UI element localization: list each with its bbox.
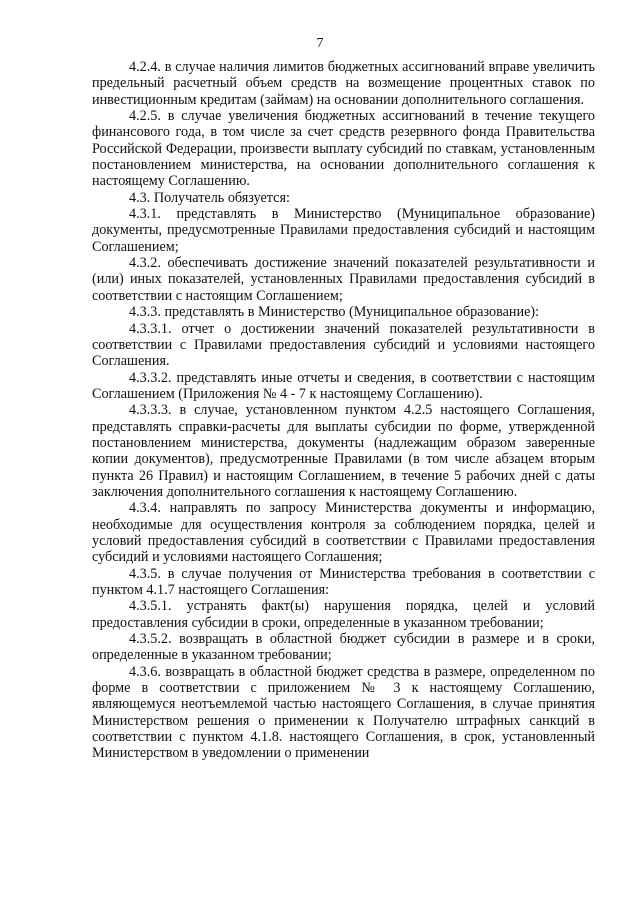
paragraph-4-3-5-1: 4.3.5.1. устранять факт(ы) нарушения порядка, целей и условий предоставления субсидии в сроки, определенные в указанном требовании; (92, 598, 595, 631)
paragraph-4-3: 4.3. Получатель обязуется: (129, 189, 290, 206)
paragraph-4-2-5: 4.2.5. в случае увеличения бюджетных ассигнований в течение текущего финансового года, в том числе за счет средств резервного фонда Правительства Российской Федерации, произвести выплату субсидий по ставкам, установленным постановлением министерства, на основании дополнительного соглашения к настоящему Соглашению. (92, 108, 595, 190)
paragraph-4-3-1: 4.3.1. представлять в Министерство (Муниципальное образование) документы, предусмотренные Правилами предоставления субсидий и настоящим Соглашением; (92, 206, 595, 255)
paragraph-4-3-5-2: 4.3.5.2. возвращать в областной бюджет субсидии в размере и в сроки, определенные в указанном требовании; (92, 631, 595, 664)
paragraph-4-3-4: 4.3.4. направлять по запросу Министерства документы и информацию, необходимые для осуществления контроля за соблюдением порядка, целей и условий предоставления субсидий в соответствии с Правилами предоставления субсидий и условиями настоящего Соглашения; (92, 500, 595, 566)
page-number: 7 (316, 36, 324, 51)
paragraph-4-3-5: 4.3.5. в случае получения от Министерства требования в соответствии с пунктом 4.1.7 настоящего Соглашения: (92, 565, 595, 598)
paragraph-4-3-2: 4.3.2. обеспечивать достижение значений показателей результативности и (или) иных показателей, установленных Правилами предоставления субсидий в соответствии с настоящим Соглашением; (92, 255, 595, 304)
paragraph-4-2-4: 4.2.4. в случае наличия лимитов бюджетных ассигнований вправе увеличить предельный расчетный объем средств на возмещение процентных ставок по инвестиционным кредитам (займам) на основании дополнительного соглашения. (92, 59, 595, 108)
paragraph-4-3-3-1: 4.3.3.1. отчет о достижении значений показателей результативности в соответствии с Правилами предоставления субсидий и условиями настоящего Соглашения. (92, 320, 595, 370)
paragraph-4-3-3: 4.3.3. представлять в Министерство (Муниципальное образование): (129, 304, 540, 321)
paragraph-4-3-6: 4.3.6. возвращать в областной бюджет средства в размере, определенном по форме в соответствии с приложением № 3 к настоящему Соглашению, являющемуся неотъемлемой частью настоящего Соглашения, в случае принятия Министерством решения о применении к Получателю штрафных санкций в соответствии с пунктом 4.1.8. настоящего Соглашения, в срок, установленный Министерством в уведомлении о применении (92, 663, 595, 762)
paragraph-4-3-3-2: 4.3.3.2. представлять иные отчеты и сведения, в соответствии с настоящим Соглашением (Приложения № 4 - 7 к настоящему Соглашению). (92, 369, 595, 402)
document-body (92, 59, 595, 762)
paragraph-4-3-3-3: 4.3.3.3. в случае, установленном пунктом 4.2.5 настоящего Соглашения, представлять справки-расчеты для выплаты субсидии по форме, утвержденной постановлением министерства, документы (надлежащим образом заверенные копии документов), предусмотренные Правилами (в том числе абзацем вторым пункта 26 Правил) и настоящим Соглашением, в течение 5 рабочих дней с даты заключения дополнительного соглашения к настоящему Соглашению. (92, 402, 595, 500)
